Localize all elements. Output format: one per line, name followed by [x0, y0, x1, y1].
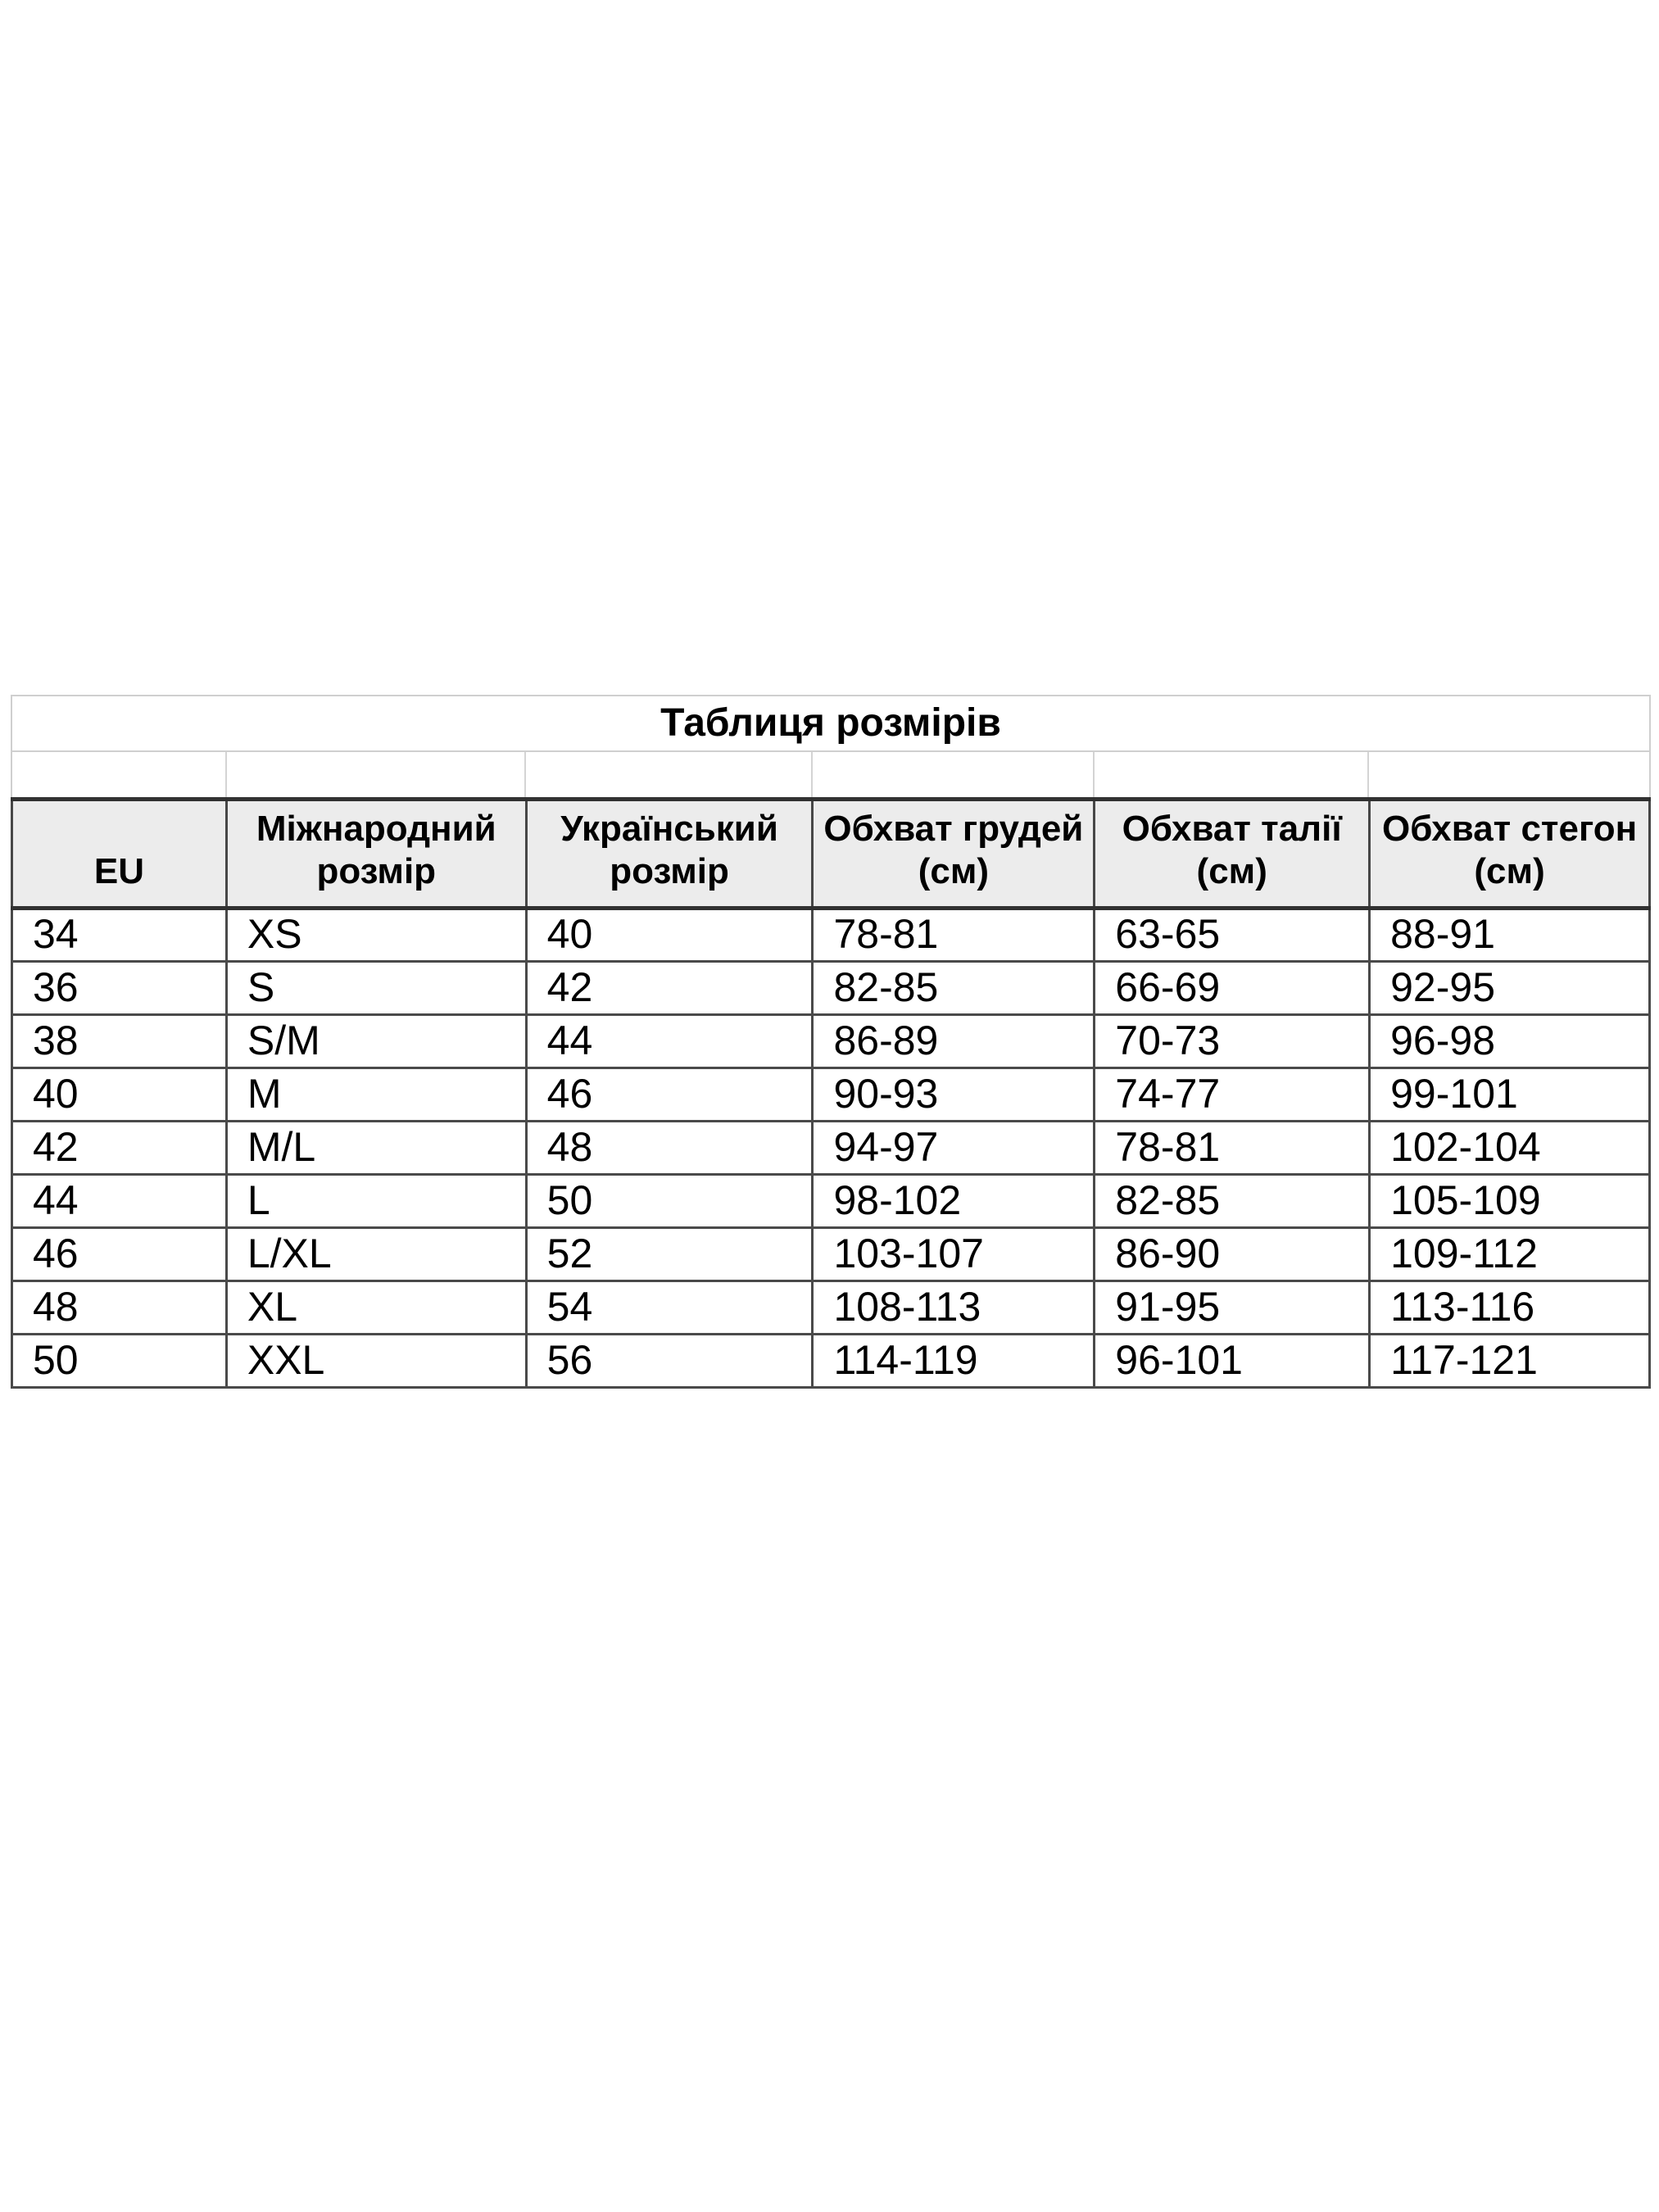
header-cell-international: Міжнародний розмір [226, 800, 526, 909]
table-cell: 98-102 [813, 1174, 1095, 1227]
size-chart [11, 695, 1651, 1389]
table-cell: 108-113 [813, 1281, 1095, 1334]
size-table [11, 797, 1651, 1389]
table-cell: 42 [526, 961, 813, 1014]
table-cell: 92-95 [1370, 961, 1650, 1014]
table-cell: XL [226, 1281, 526, 1334]
table-cell: XS [226, 908, 526, 961]
table-cell: 54 [526, 1281, 813, 1334]
table-row [12, 1014, 1650, 1067]
table-cell: 78-81 [1095, 1121, 1370, 1174]
table-cell: 102-104 [1370, 1121, 1650, 1174]
header-cell-chest: Обхват грудей (см) [813, 800, 1095, 909]
table-cell: XXL [226, 1334, 526, 1387]
table-cell: 86-89 [813, 1014, 1095, 1067]
table-cell: S [226, 961, 526, 1014]
table-cell: M [226, 1067, 526, 1121]
spacer-cell [1369, 752, 1649, 797]
table-cell: 109-112 [1370, 1227, 1650, 1281]
table-row [12, 1334, 1650, 1387]
table-cell: 88-91 [1370, 908, 1650, 961]
table-cell: 74-77 [1095, 1067, 1370, 1121]
header-cell-ukrainian: Український розмір [526, 800, 813, 909]
table-cell: 46 [12, 1227, 227, 1281]
table-cell: 50 [526, 1174, 813, 1227]
table-cell: 94-97 [813, 1121, 1095, 1174]
table-cell: 36 [12, 961, 227, 1014]
table-cell: 99-101 [1370, 1067, 1650, 1121]
table-cell: 82-85 [1095, 1174, 1370, 1227]
table-cell: 103-107 [813, 1227, 1095, 1281]
table-cell: 48 [526, 1121, 813, 1174]
table-cell: L [226, 1174, 526, 1227]
table-cell: L/XL [226, 1227, 526, 1281]
table-cell: 63-65 [1095, 908, 1370, 961]
table-cell: 46 [526, 1067, 813, 1121]
table-cell: 42 [12, 1121, 227, 1174]
spacer-cell [227, 752, 527, 797]
table-cell: 91-95 [1095, 1281, 1370, 1334]
table-row [12, 1281, 1650, 1334]
spacer-cell [813, 752, 1095, 797]
table-cell: 34 [12, 908, 227, 961]
table-cell: 66-69 [1095, 961, 1370, 1014]
table-cell: 52 [526, 1227, 813, 1281]
table-cell: 117-121 [1370, 1334, 1650, 1387]
table-row [12, 1121, 1650, 1174]
table-row [12, 1174, 1650, 1227]
size-chart-title: Таблиця розмірів [11, 695, 1651, 752]
table-cell: 114-119 [813, 1334, 1095, 1387]
table-cell: 70-73 [1095, 1014, 1370, 1067]
table-cell: M/L [226, 1121, 526, 1174]
spacer-cell [526, 752, 813, 797]
spacer-cell [1095, 752, 1370, 797]
header-cell-waist: Обхват талії (см) [1095, 800, 1370, 909]
table-cell: 44 [526, 1014, 813, 1067]
spacer-row [11, 752, 1651, 797]
table-cell: 90-93 [813, 1067, 1095, 1121]
table-cell: 78-81 [813, 908, 1095, 961]
table-cell: 44 [12, 1174, 227, 1227]
table-row [12, 1067, 1650, 1121]
table-cell: 96-98 [1370, 1014, 1650, 1067]
table-cell: S/M [226, 1014, 526, 1067]
header-cell-eu: EU [12, 800, 227, 909]
table-cell: 40 [526, 908, 813, 961]
table-header [12, 800, 1650, 909]
table-cell: 96-101 [1095, 1334, 1370, 1387]
table-cell: 50 [12, 1334, 227, 1387]
header-row [12, 800, 1650, 909]
spacer-cell [12, 752, 227, 797]
table-cell: 86-90 [1095, 1227, 1370, 1281]
table-cell: 56 [526, 1334, 813, 1387]
table-cell: 40 [12, 1067, 227, 1121]
table-cell: 48 [12, 1281, 227, 1334]
header-cell-hips: Обхват стегон (см) [1370, 800, 1650, 909]
table-cell: 38 [12, 1014, 227, 1067]
table-row [12, 908, 1650, 961]
table-row [12, 961, 1650, 1014]
table-cell: 105-109 [1370, 1174, 1650, 1227]
table-cell: 113-116 [1370, 1281, 1650, 1334]
table-cell: 82-85 [813, 961, 1095, 1014]
table-row [12, 1227, 1650, 1281]
table-body [12, 908, 1650, 1387]
